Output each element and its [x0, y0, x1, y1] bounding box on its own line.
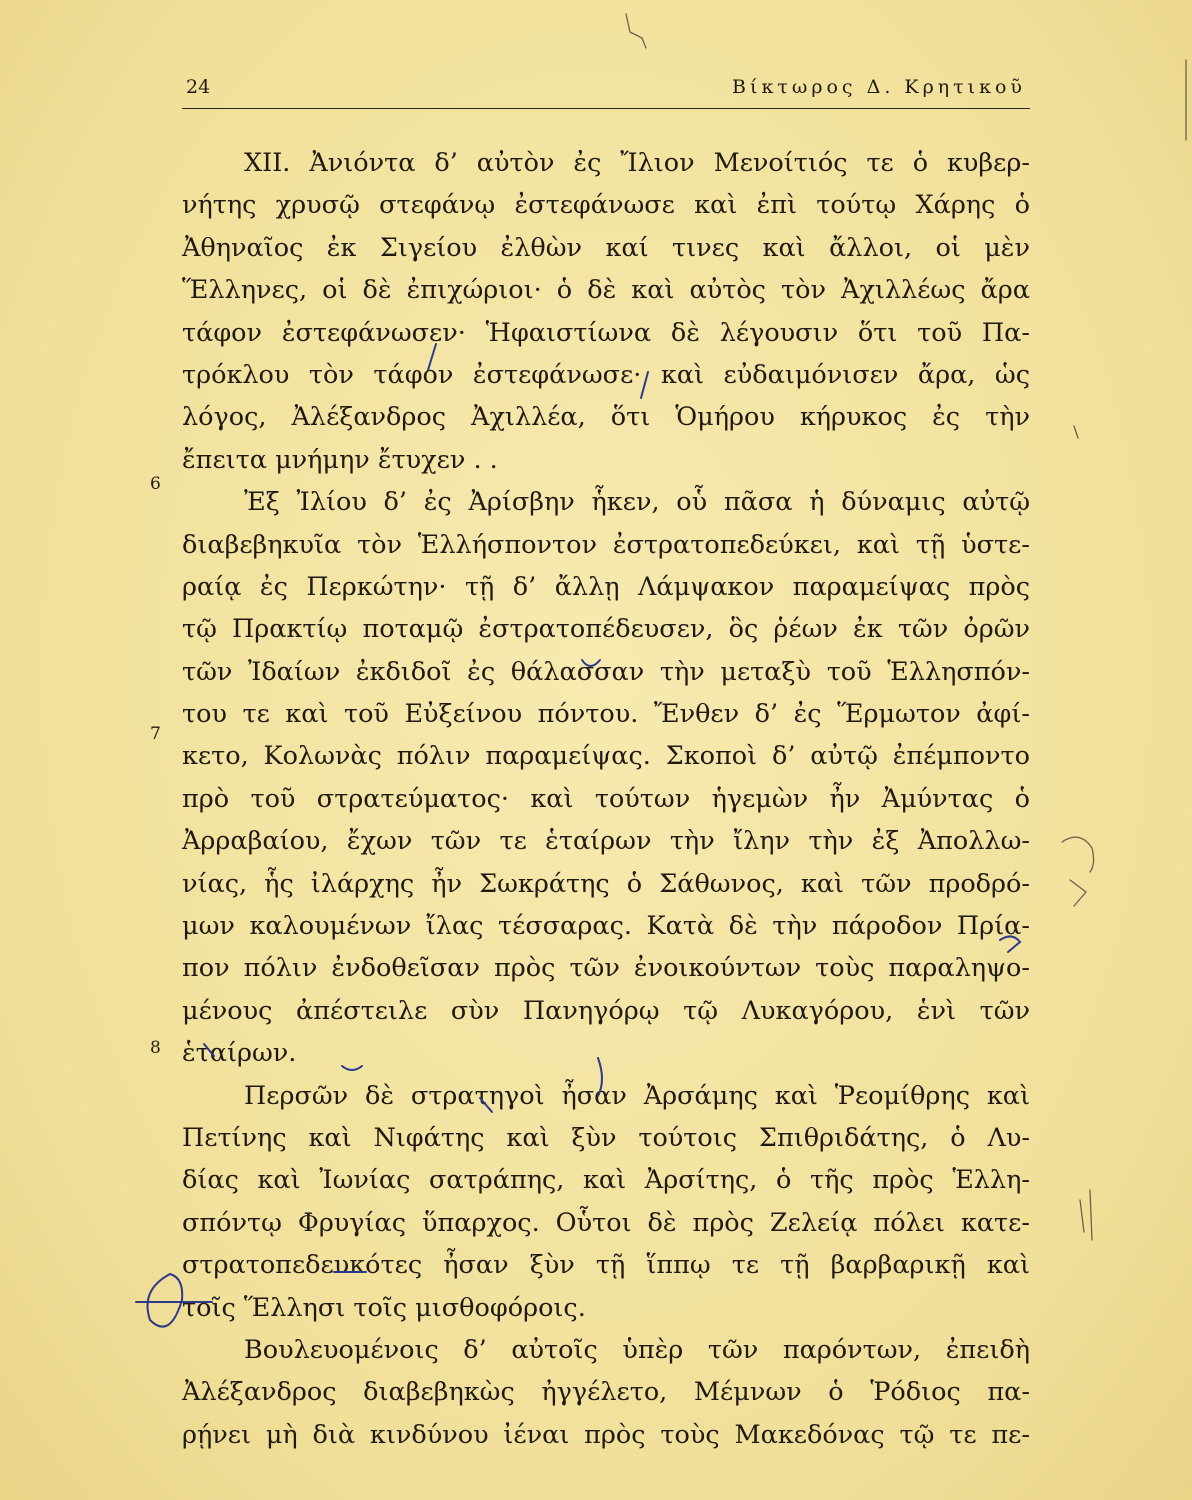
- text-line: του τε καὶ τοῦ Εὐξείνου πόντου. Ἔνθεν δ’ ἐς Ἕρμωτον ἀφί-: [182, 699, 1030, 730]
- text-line: ἑταίρων.: [182, 1038, 297, 1069]
- running-head: Βίκτωρος Δ. Κρητικοῦ: [732, 76, 1026, 98]
- text-line: σπόντῳ Φρυγίας ὕπαρχος. Οὗτοι δὲ πρὸς Ζελείᾳ πόλει κατε-: [182, 1207, 1030, 1238]
- page-number: 24: [186, 76, 211, 98]
- text-line: λόγος, Ἀλέξανδρος Ἀχιλλέα, ὅτι Ὁμήρου κήρυκος ἐς τὴν: [182, 402, 1030, 433]
- text-line: τῷ Πρακτίῳ ποταμῷ ἐστρατοπέδευσεν, ὃς ῥέων ἐκ τῶν ὀρῶν: [182, 614, 1030, 645]
- text-line: κετο, Κολωνὰς πόλιν παραμείψας. Σκοποὶ δ’ αὐτῷ ἐπέμποντο: [182, 741, 1030, 772]
- text-line: δίας καὶ Ἰωνίας σατράπης, καὶ Ἀρσίτης, ὁ τῆς πρὸς Ἑλλη-: [182, 1165, 1030, 1196]
- section-number-8: 8: [150, 1038, 161, 1058]
- text-line: νήτης χρυσῷ στεφάνῳ ἐστεφάνωσε καὶ ἐπὶ τούτῳ Χάρης ὁ: [182, 190, 1030, 221]
- page-header: [182, 72, 1030, 109]
- section-number-7: 7: [150, 724, 161, 744]
- margin-scribble: [1074, 426, 1078, 438]
- text-line: στρατοπεδευκότες ἦσαν ξὺν τῇ ἵππῳ τε τῇ βαρβαρικῇ καὶ: [182, 1250, 1030, 1281]
- text-line: Πετίνης καὶ Νιφάτης καὶ ξὺν τούτοις Σπιθριδάτης, ὁ Λυ-: [182, 1122, 1030, 1153]
- text-line: Περσῶν δὲ στρατηγοὶ ἦσαν Ἀρσάμης καὶ Ῥεομίθρης καὶ: [244, 1080, 1030, 1111]
- text-line: μων καλουμένων ἴλας τέσσαρας. Κατὰ δὲ τὴν πάροδον Πρία-: [182, 911, 1030, 942]
- text-line: ἔπειτα μνήμην ἔτυχεν . .: [182, 444, 498, 475]
- text-line: XII. Ἀνιόντα δ’ αὐτὸν ἐς Ἴλιον Μενοίτιός τε ὁ κυβερ-: [244, 148, 1030, 178]
- section-number-6: 6: [150, 474, 161, 494]
- text-line: Ἀλέξανδρος διαβεβηκὼς ἠγγέλετο, Μέμνων ὁ Ῥόδιος πα-: [182, 1377, 1030, 1408]
- text-line: Ἐξ Ἰλίου δ’ ἐς Ἀρίσβην ἧκεν, οὗ πᾶσα ἡ δύναμις αὐτῷ: [244, 487, 1030, 518]
- text-line: τάφον ἐστεφάνωσεν· Ἡφαιστίωνα δὲ λέγουσιν ὅτι τοῦ Πα-: [182, 317, 1030, 348]
- margin-scribble: [1070, 880, 1086, 906]
- text-line: μένους ἀπέστειλε σὺν Πανηγόρῳ τῷ Λυκαγόρου, ἑνὶ τῶν: [182, 995, 1030, 1026]
- text-line: πον πόλιν ἐνδοθεῖσαν πρὸς τῶν ἐνοικούντων τοὺς παραληψο-: [182, 953, 1030, 984]
- text-line: τοῖς Ἕλλησι τοῖς μισθοφόροις.: [182, 1292, 586, 1323]
- margin-scribble: [1062, 837, 1094, 872]
- text-line: Ἀρραβαίου, ἔχων τῶν τε ἑταίρων τὴν ἴλην τὴν ἐξ Ἀπολλω-: [182, 826, 1030, 857]
- circle-sign-icon: [148, 1274, 183, 1327]
- text-line: ραίᾳ ἐς Περκώτην· τῇ δ’ ἄλλῃ Λάμψακον παραμείψας πρὸς: [182, 571, 1030, 602]
- text-line: νίας, ἧς ἰλάρχης ἦν Σωκράτης ὁ Σάθωνος, καὶ τῶν προδρό-: [182, 868, 1030, 899]
- body-text: [182, 142, 1030, 1456]
- text-line: Βουλευομένοις δ’ αὐτοῖς ὑπὲρ τῶν παρόντων, ἐπειδὴ: [244, 1334, 1030, 1365]
- top-pencil-mark: [626, 14, 646, 48]
- text-line: τῶν Ἰδαίων ἐκδιδοῖ ἐς θάλασσαν τὴν μεταξὺ τοῦ Ἑλλησπόν-: [182, 656, 1030, 687]
- text-line: ρῄνει μὴ διὰ κινδύνου ἰέναι πρὸς τοὺς Μακεδόνας τῷ τε πε-: [182, 1419, 1030, 1450]
- text-line: Ἕλληνες, οἱ δὲ ἐπιχώριοι· ὁ δὲ καὶ αὐτὸς τὸν Ἀχιλλέως ἄρα: [182, 275, 1030, 306]
- margin-scribble: [1080, 1190, 1092, 1240]
- text-line: πρὸ τοῦ στρατεύματος· καὶ τούτων ἡγεμὼν ἦν Ἀμύντας ὁ: [182, 783, 1030, 814]
- text-line: διαβεβηκυῖα τὸν Ἑλλήσποντον ἐστρατοπεδεύκει, καὶ τῇ ὑστε-: [182, 529, 1030, 560]
- text-line: Ἀθηναῖος ἐκ Σιγείου ἐλθὼν καί τινες καὶ ἄλλοι, οἱ μὲν: [182, 232, 1030, 263]
- text-line: τρόκλου τὸν τάφον ἐστεφάνωσε· καὶ εὐδαιμόνισεν ἄρα, ὡς: [182, 359, 1030, 390]
